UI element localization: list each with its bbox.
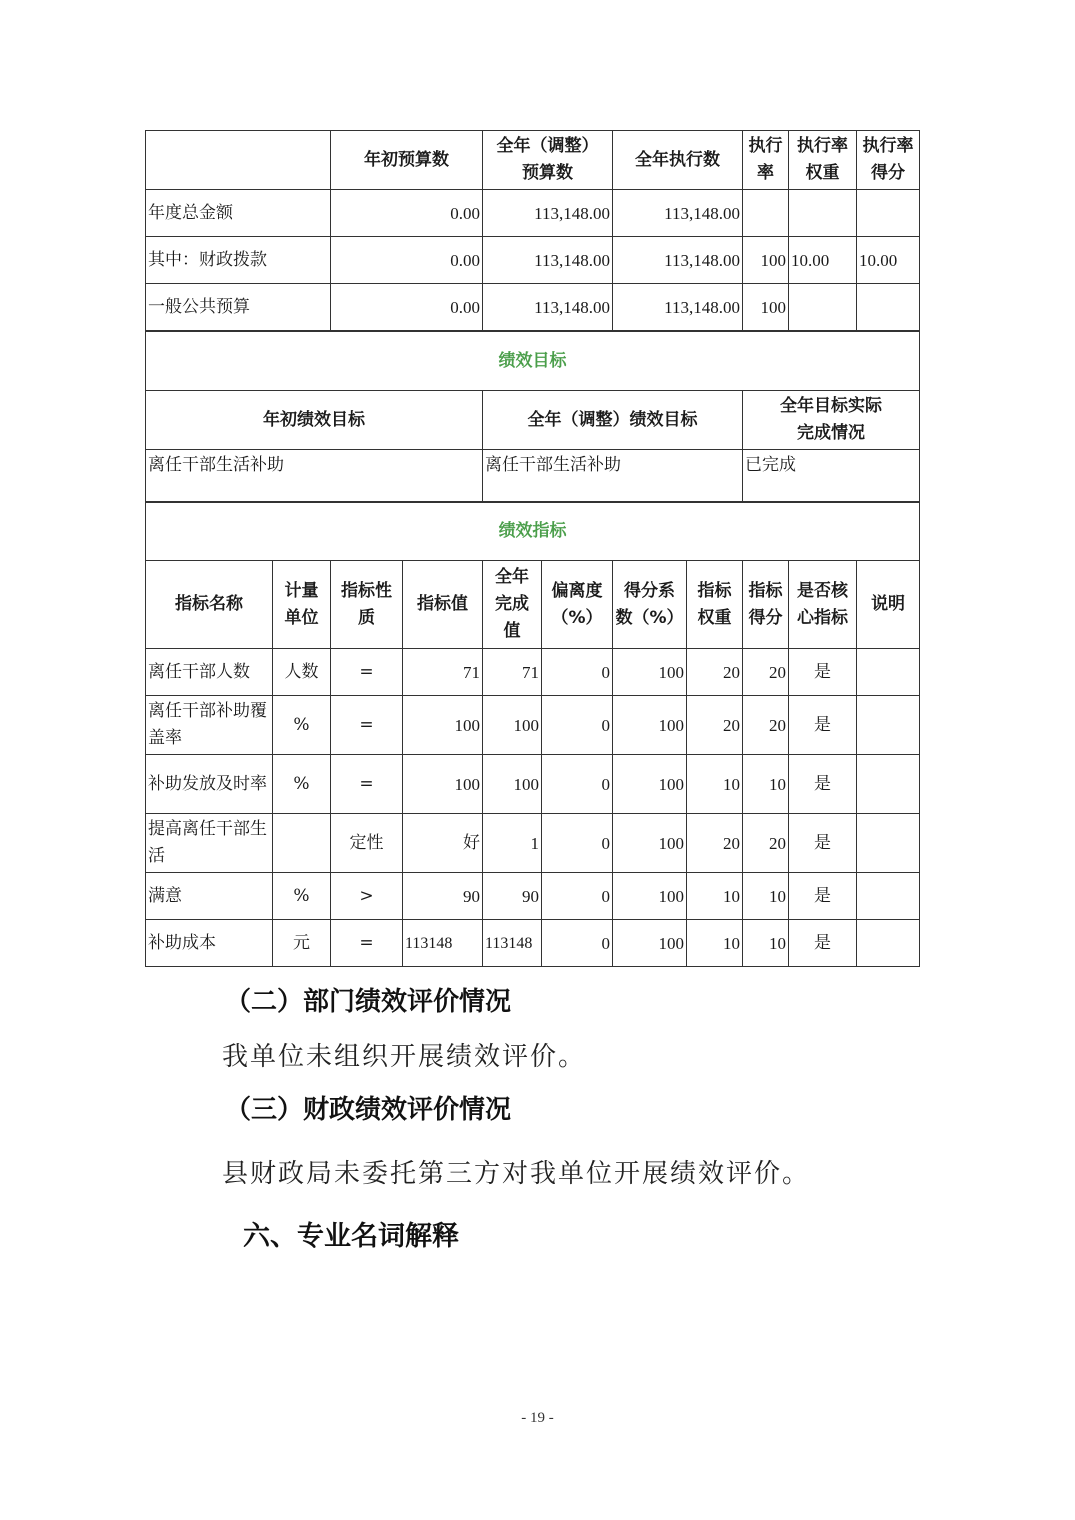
executed-value: 113,148.00 (613, 284, 743, 331)
initial-value: 0.00 (331, 237, 483, 284)
rate-value: 100 (743, 237, 789, 284)
indicator-name: 补助发放及时率 (146, 755, 273, 814)
goals-table (145, 331, 920, 503)
adjusted-value: 113,148.00 (483, 284, 613, 331)
header-line: 权重 (697, 607, 732, 628)
indicator-value: 好 (403, 814, 483, 873)
indicator-value: 100 (403, 696, 483, 755)
header-line: 心指标 (797, 607, 848, 628)
rate-value (743, 190, 789, 237)
header-rate-score (857, 131, 920, 190)
header-executed: 全年执行数 (613, 131, 743, 190)
indicator-header-cell (483, 561, 542, 649)
indicator-value: 100 (403, 755, 483, 814)
header-initial-budget: 年初预算数 (331, 131, 483, 190)
indicator-header-cell (273, 561, 331, 649)
indicator-note (857, 814, 920, 873)
indicator-actual: 1 (483, 814, 542, 873)
row-label: 其中：财政拨款 (146, 237, 331, 284)
heading-department-evaluation: （二）部门绩效评价情况 (225, 987, 512, 1017)
goal-actual: 已完成 (743, 450, 920, 503)
indicator-note (857, 755, 920, 814)
indicator-core: 是 (789, 696, 857, 755)
header-line: 率 (757, 163, 774, 183)
indicator-coef: 100 (613, 696, 687, 755)
indicator-weight: 20 (687, 814, 743, 873)
executed-value: 113,148.00 (613, 237, 743, 284)
indicator-weight: 10 (687, 755, 743, 814)
executed-value: 113,148.00 (613, 190, 743, 237)
header-adjusted-budget (483, 131, 613, 190)
paragraph-finance-evaluation: 县财政局未委托第三方对我单位开展绩效评价。 (222, 1159, 811, 1189)
indicator-nature: = (331, 920, 403, 967)
goals-header-actual (743, 391, 920, 450)
indicator-row (146, 696, 920, 755)
indicator-unit (273, 814, 331, 873)
header-line: 指标性 (341, 580, 392, 601)
indicator-score: 20 (743, 814, 789, 873)
indicator-unit: 人数 (273, 649, 331, 696)
header-line: 计量 (284, 580, 319, 601)
indicator-actual: 100 (483, 696, 542, 755)
indicator-score: 10 (743, 920, 789, 967)
indicator-deviation: 0 (542, 696, 613, 755)
indicator-coef: 100 (613, 920, 687, 967)
indicator-row (146, 814, 920, 873)
weight-value: 10.00 (789, 237, 857, 284)
indicator-unit: % (273, 696, 331, 755)
goals-section-title: 绩效目标 (146, 332, 920, 391)
header-line: 执行率 (862, 136, 914, 156)
header-line: 执行 (748, 136, 783, 156)
header-line: 权重 (805, 163, 840, 183)
indicator-core: 是 (789, 814, 857, 873)
indicator-unit: % (273, 873, 331, 920)
header-line: （%） (551, 607, 603, 628)
indicator-actual: 71 (483, 649, 542, 696)
indicators-title-row (146, 502, 920, 561)
indicator-row (146, 920, 920, 967)
budget-table (145, 130, 920, 331)
indicator-header-cell (857, 561, 920, 649)
indicator-name: 离任干部补助覆盖率 (146, 696, 273, 755)
header-line: 执行率 (797, 136, 848, 156)
indicator-coef: 100 (613, 814, 687, 873)
indicator-coef: 100 (613, 755, 687, 814)
header-line: 预算数 (522, 163, 573, 183)
indicator-header-cell (687, 561, 743, 649)
row-label: 年度总金额 (146, 190, 331, 237)
indicator-core: 是 (789, 873, 857, 920)
indicator-header-cell (743, 561, 789, 649)
indicator-nature: 定性 (331, 814, 403, 873)
indicator-nature: = (331, 755, 403, 814)
indicator-name: 补助成本 (146, 920, 273, 967)
indicator-core: 是 (789, 755, 857, 814)
indicator-header-cell (789, 561, 857, 649)
indicator-value: 90 (403, 873, 483, 920)
header-rate (743, 131, 789, 190)
indicator-coef: 100 (613, 649, 687, 696)
header-line: 数（%） (615, 607, 684, 628)
header-line: 是否核 (797, 580, 848, 601)
indicator-name: 满意 (146, 873, 273, 920)
indicator-note (857, 696, 920, 755)
header-line: 单位 (284, 607, 319, 628)
indicator-value: 113148 (403, 920, 483, 967)
indicator-header-cell (146, 561, 273, 649)
header-line: 完成 (495, 594, 529, 614)
score-value (857, 190, 920, 237)
indicator-unit: 元 (273, 920, 331, 967)
initial-value: 0.00 (331, 190, 483, 237)
header-line: 得分 (748, 607, 783, 628)
budget-row (146, 237, 920, 284)
header-line: 偏离度 (551, 580, 603, 601)
row-label: 一般公共预算 (146, 284, 331, 331)
goals-header-adjusted: 全年（调整）绩效目标 (483, 391, 743, 450)
indicator-deviation: 0 (542, 814, 613, 873)
adjusted-value: 113,148.00 (483, 237, 613, 284)
rate-value: 100 (743, 284, 789, 331)
header-line: 质 (358, 607, 375, 628)
indicator-header-cell (542, 561, 613, 649)
header-line: 得分 (871, 163, 905, 183)
goal-adjusted: 离任干部生活补助 (483, 450, 743, 503)
header-rate-weight (789, 131, 857, 190)
goals-header-initial: 年初绩效目标 (146, 391, 483, 450)
indicator-weight: 10 (687, 873, 743, 920)
header-line: 说明 (871, 594, 906, 614)
budget-row (146, 190, 920, 237)
heading-finance-evaluation: （三）财政绩效评价情况 (225, 1095, 512, 1125)
header-line: 全年 (495, 567, 529, 587)
indicator-header-cell (403, 561, 483, 649)
header-line: 指标 (748, 580, 783, 601)
indicator-core: 是 (789, 920, 857, 967)
goals-title-row (146, 332, 920, 391)
header-line: 指标 (697, 580, 732, 601)
budget-header-row (146, 131, 920, 190)
indicator-actual: 113148 (483, 920, 542, 967)
header-line: 指标值 (417, 594, 468, 614)
indicator-deviation: 0 (542, 920, 613, 967)
indicator-score: 10 (743, 873, 789, 920)
indicator-row (146, 649, 920, 696)
goal-initial: 离任干部生活补助 (146, 450, 483, 503)
indicator-row (146, 755, 920, 814)
indicator-name: 离任干部人数 (146, 649, 273, 696)
indicator-deviation: 0 (542, 873, 613, 920)
indicators-section-title: 绩效指标 (146, 502, 920, 561)
indicator-value: 71 (403, 649, 483, 696)
indicator-unit: % (273, 755, 331, 814)
indicator-core: 是 (789, 649, 857, 696)
adjusted-value: 113,148.00 (483, 190, 613, 237)
header-line: 完成情况 (797, 423, 865, 443)
indicator-note (857, 873, 920, 920)
indicator-weight: 10 (687, 920, 743, 967)
indicator-header-cell (331, 561, 403, 649)
indicator-note (857, 920, 920, 967)
weight-value (789, 284, 857, 331)
goals-header-row (146, 391, 920, 450)
indicator-deviation: 0 (542, 649, 613, 696)
header-line: 全年目标实际 (780, 396, 882, 416)
score-value (857, 284, 920, 331)
weight-value (789, 190, 857, 237)
indicator-coef: 100 (613, 873, 687, 920)
goals-row (146, 450, 920, 503)
budget-row (146, 284, 920, 331)
header-line: 全年（调整） (496, 136, 599, 156)
indicator-header-cell (613, 561, 687, 649)
initial-value: 0.00 (331, 284, 483, 331)
header-line: 得分系 (624, 580, 675, 601)
indicator-weight: 20 (687, 696, 743, 755)
indicator-score: 10 (743, 755, 789, 814)
indicator-deviation: 0 (542, 755, 613, 814)
indicator-actual: 100 (483, 755, 542, 814)
indicator-score: 20 (743, 649, 789, 696)
score-value: 10.00 (857, 237, 920, 284)
heading-terminology: 六、专业名词解释 (243, 1221, 459, 1252)
header-line: 指标名称 (175, 594, 243, 614)
paragraph-department-evaluation: 我单位未组织开展绩效评价。 (222, 1042, 587, 1072)
indicator-note (857, 649, 920, 696)
indicator-nature: = (331, 649, 403, 696)
header-line: 值 (503, 621, 521, 641)
indicator-nature: > (331, 873, 403, 920)
indicators-table (145, 501, 920, 967)
budget-header-blank (146, 131, 331, 190)
indicator-weight: 20 (687, 649, 743, 696)
indicator-row (146, 873, 920, 920)
indicator-actual: 90 (483, 873, 542, 920)
indicator-nature: = (331, 696, 403, 755)
indicator-score: 20 (743, 696, 789, 755)
page-number: - 19 - (521, 1410, 554, 1426)
indicators-header-row (146, 561, 920, 649)
indicator-name: 提高离任干部生活 (146, 814, 273, 873)
